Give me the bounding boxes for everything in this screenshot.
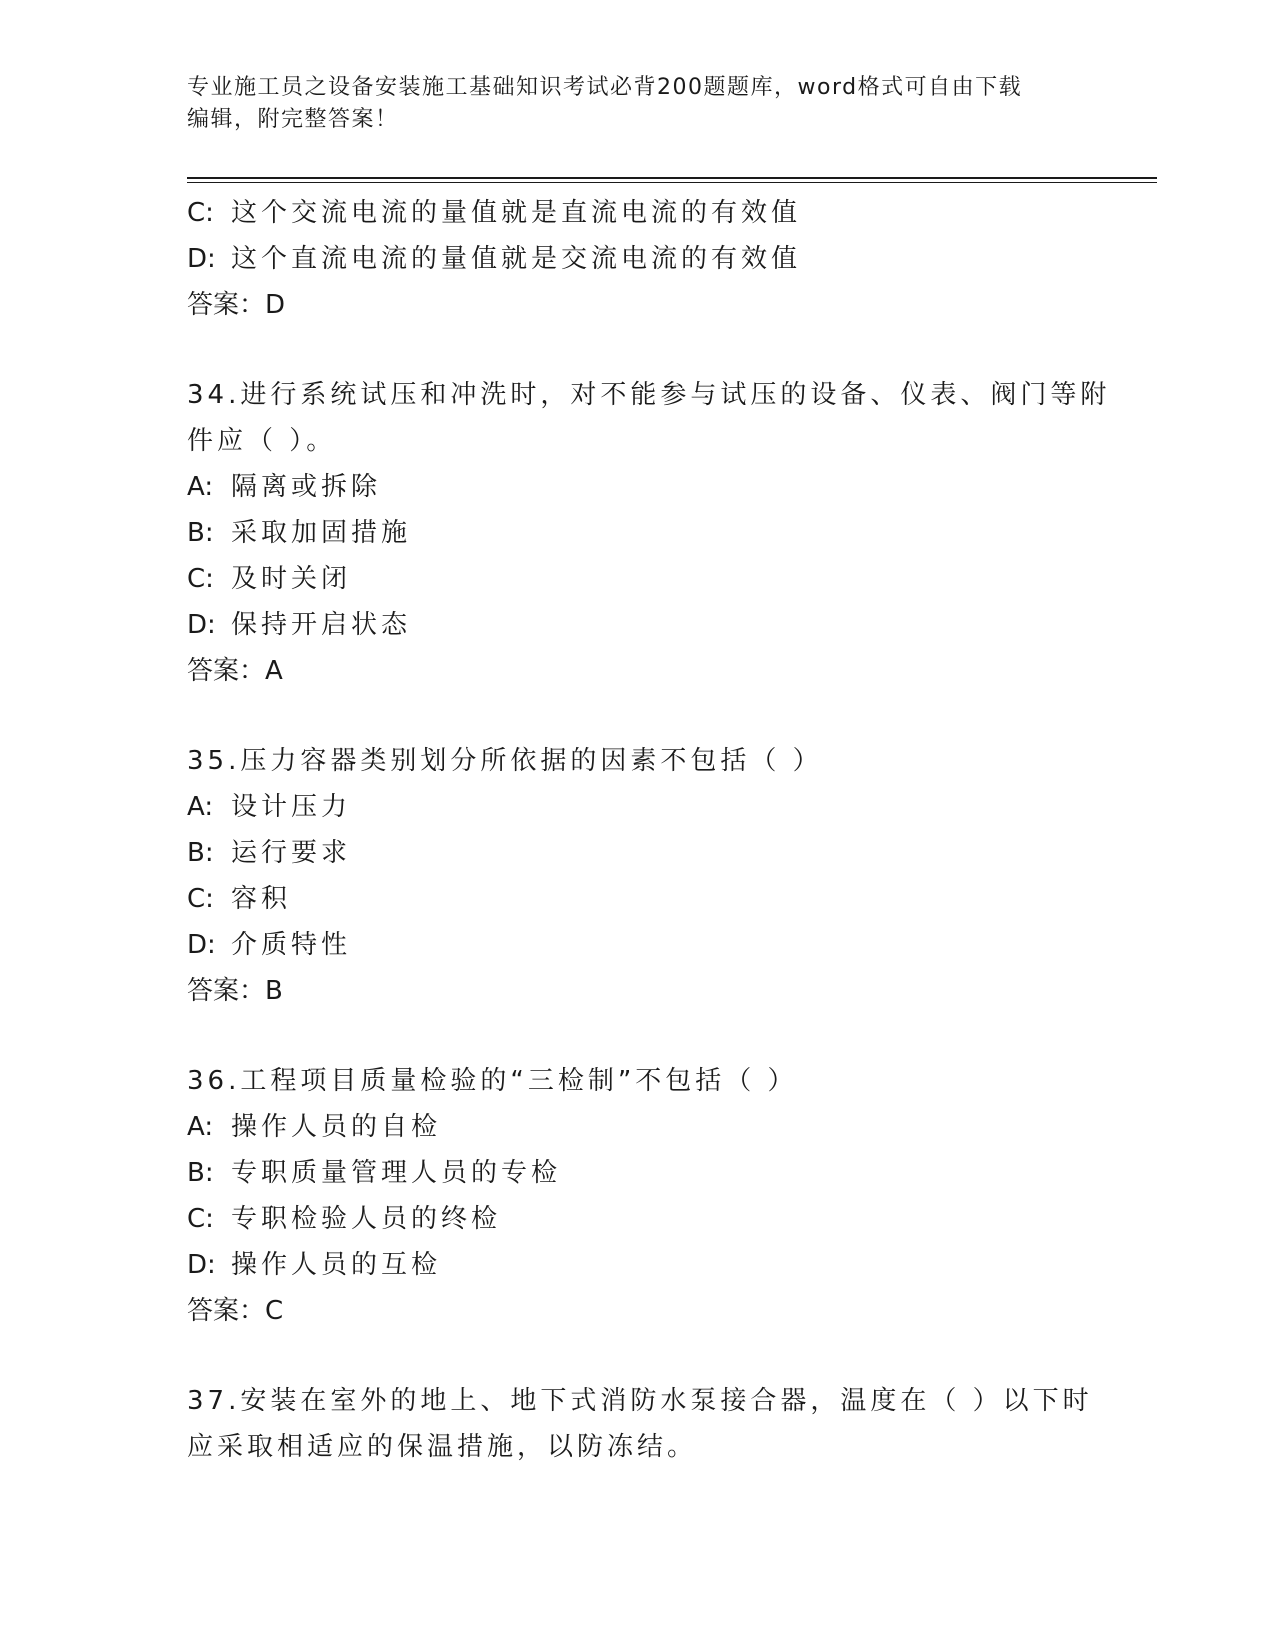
option-key: C: <box>187 1204 214 1234</box>
option-text: 保持开启状态 <box>231 610 412 640</box>
question-stem-line: 件应（ ）。 <box>187 426 337 456</box>
option-text: 采取加固措施 <box>231 518 412 548</box>
document-header <box>187 72 1087 136</box>
option-row <box>187 1104 1087 1150</box>
option-key: D: <box>187 610 216 640</box>
spacer <box>187 1334 1087 1378</box>
option-text: 专职检验人员的终检 <box>231 1204 502 1234</box>
answer-label: 答案： <box>187 290 266 320</box>
option-text: 这个交流电流的量值就是直流电流的有效值 <box>231 198 802 228</box>
header-line-2: 编辑，附完整答案！ <box>187 107 399 132</box>
option-key: B: <box>187 838 214 868</box>
question-34 <box>187 372 1111 694</box>
question-stem-line: 35.压力容器类别划分所依据的因素不包括（ ） <box>187 746 823 776</box>
option-text: 介质特性 <box>231 930 352 960</box>
option-row <box>187 236 1087 282</box>
answer-label: 答案： <box>187 656 266 686</box>
option-key: D: <box>187 930 216 960</box>
answer-value: D <box>265 290 286 320</box>
question-stem-line: 应采取相适应的保温措施，以防冻结。 <box>187 1432 698 1462</box>
option-text: 操作人员的互检 <box>231 1250 442 1280</box>
answer-label: 答案： <box>187 1296 266 1326</box>
question-33-continuation <box>187 190 1087 328</box>
answer-row <box>187 1288 1087 1334</box>
answer-row <box>187 282 1087 328</box>
answer-value: C <box>265 1296 284 1326</box>
option-row <box>187 922 1087 968</box>
header-divider-thick <box>187 177 1157 179</box>
header-line-1: 专业施工员之设备安装施工基础知识考试必背200题题库，word格式可自由下载 <box>187 75 1023 100</box>
option-key: C: <box>187 884 214 914</box>
option-row <box>187 510 1087 556</box>
option-text: 操作人员的自检 <box>231 1112 442 1142</box>
question-list <box>187 190 1111 1470</box>
answer-label: 答案： <box>187 976 266 1006</box>
option-text: 隔离或拆除 <box>231 472 382 502</box>
answer-row <box>187 648 1087 694</box>
question-stem-line: 36.工程项目质量检验的“三检制”不包括（ ） <box>187 1066 798 1096</box>
option-row <box>187 784 1087 830</box>
option-key: A: <box>187 1112 214 1142</box>
option-text: 设计压力 <box>231 792 352 822</box>
option-row <box>187 1242 1087 1288</box>
question-stem-line: 37.安装在室外的地上、地下式消防水泵接合器，温度在（ ）以下时 <box>187 1386 1093 1416</box>
question-36 <box>187 1058 1087 1334</box>
question-35 <box>187 738 1087 1014</box>
spacer <box>187 694 1087 738</box>
question-stem-line: 34.进行系统试压和冲洗时，对不能参与试压的设备、仪表、阀门等附 <box>187 380 1111 410</box>
option-text: 容积 <box>231 884 292 914</box>
option-row <box>187 876 1087 922</box>
header-divider-thin <box>187 182 1157 183</box>
option-row <box>187 602 1087 648</box>
answer-value: B <box>265 976 283 1006</box>
option-key: B: <box>187 518 214 548</box>
option-row <box>187 1196 1087 1242</box>
answer-value: A <box>265 656 283 686</box>
option-key: C: <box>187 564 214 594</box>
question-37 <box>187 1378 1093 1470</box>
option-row <box>187 1150 1087 1196</box>
option-row <box>187 190 1087 236</box>
option-key: A: <box>187 472 214 502</box>
option-text: 及时关闭 <box>231 564 352 594</box>
answer-row <box>187 968 1087 1014</box>
option-text: 专职质量管理人员的专检 <box>231 1158 562 1188</box>
option-row <box>187 556 1087 602</box>
option-text: 运行要求 <box>231 838 352 868</box>
option-text: 这个直流电流的量值就是交流电流的有效值 <box>231 244 802 274</box>
option-row <box>187 830 1087 876</box>
option-key: A: <box>187 792 214 822</box>
option-key: D: <box>187 244 216 274</box>
option-key: D: <box>187 1250 216 1280</box>
option-key: B: <box>187 1158 214 1188</box>
spacer <box>187 328 1087 372</box>
spacer <box>187 1014 1087 1058</box>
option-key: C: <box>187 198 214 228</box>
option-row <box>187 464 1087 510</box>
